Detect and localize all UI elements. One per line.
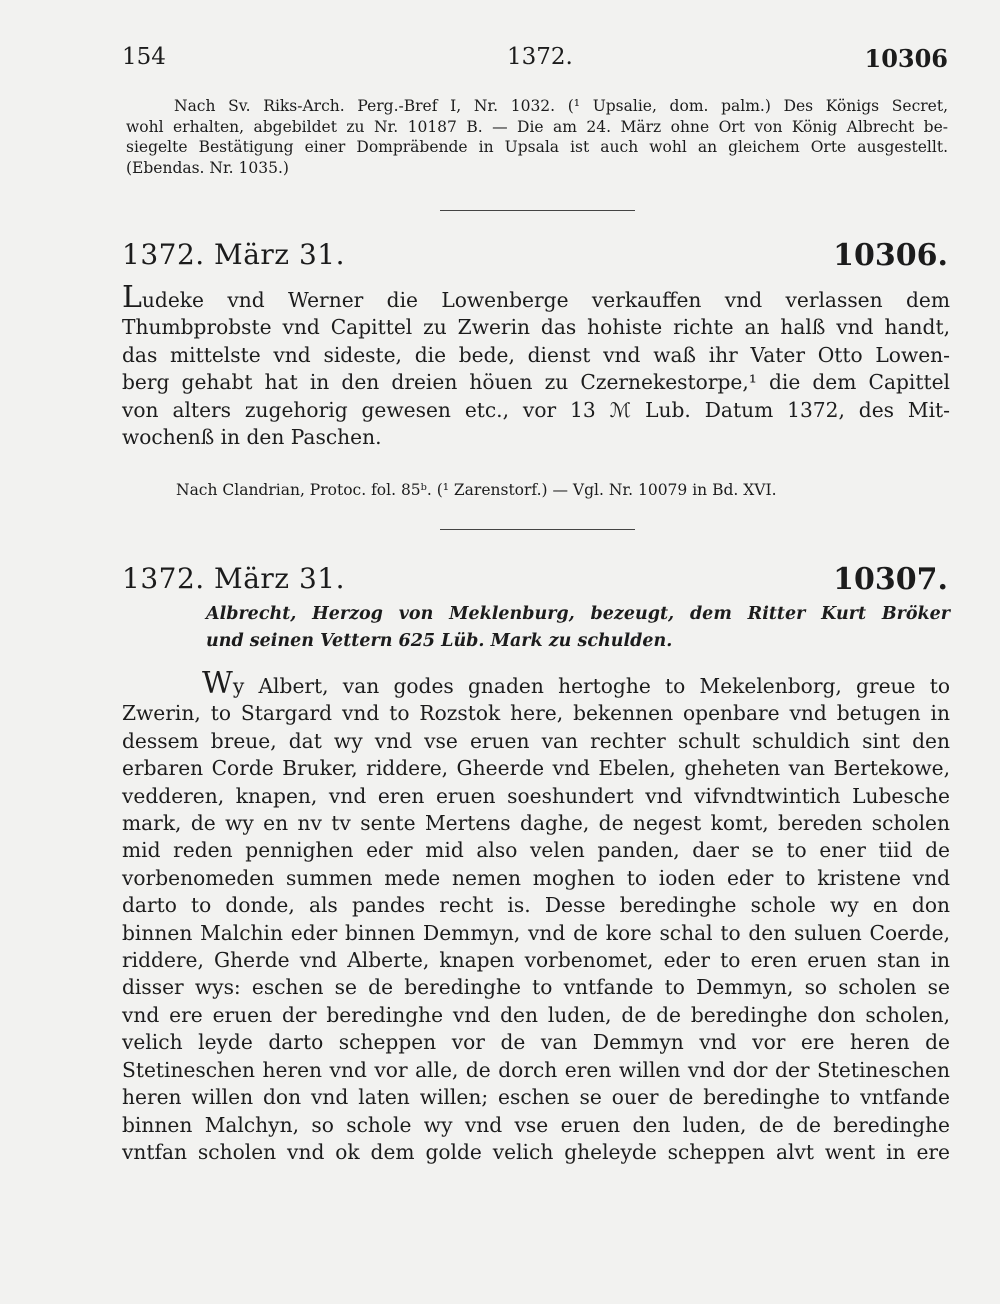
text-line: das mittelste vnd sideste, die bede, dienst vnd waß ihr Vater Otto Lowen- bbox=[122, 342, 950, 367]
document-heading-10306 bbox=[122, 238, 948, 274]
section-divider bbox=[440, 210, 635, 211]
running-head-year: 1372. bbox=[507, 44, 573, 70]
text-line: riddere, Gherde vnd Alberte, knapen vorbenomet, eder to eren eruen stan in bbox=[122, 948, 950, 973]
text-line: von alters zugehorig gewesen etc., vor 13 ℳ Lub. Datum 1372, des Mit- bbox=[122, 397, 950, 422]
text-line: darto to donde, als pandes recht is. Desse beredinghe schole wy en don bbox=[122, 893, 950, 918]
section-divider bbox=[440, 529, 635, 530]
note-line: (Ebendas. Nr. 1035.) bbox=[126, 158, 289, 177]
text-line: vorbenomeden summen mede nemen moghen to ioden eder to kristene vnd bbox=[122, 865, 950, 890]
text-line: Thumbprobste vnd Capittel zu Zwerin das hohiste richte an halß vnd handt, bbox=[122, 315, 950, 340]
text-line: Stetineschen heren vnd vor alle, de dorch eren willen vnd dor der Stetineschen bbox=[122, 1057, 950, 1082]
document-date: 1372. März 31. bbox=[122, 238, 345, 271]
text-line: Wy Albert, van godes gnaden hertoghe to Mekelenborg, greue to bbox=[202, 666, 950, 701]
regest-10307 bbox=[206, 601, 950, 655]
note-line: siegelte Bestätigung einer Dompräbende in Upsala ist auch wohl an gleichem Orte ausgestellt. bbox=[126, 138, 948, 156]
text-line: Ludeke vnd Werner die Lowenberge verkauffen vnd verlassen dem bbox=[122, 280, 950, 315]
document-text-10307 bbox=[122, 666, 950, 1166]
text-line: vntfan scholen vnd ok dem golde velich gheleyde scheppen alvt went in ere bbox=[122, 1139, 950, 1164]
initial-letter: W bbox=[202, 666, 233, 701]
text-line: vnd ere eruen der beredinghe vnd den luden, de de beredinghe don scholen, bbox=[122, 1002, 950, 1027]
text-line: mid reden pennighen eder mid also velen panden, daer se to ener tiid de bbox=[122, 838, 950, 863]
footnote-10305 bbox=[126, 96, 948, 178]
initial-letter: L bbox=[122, 280, 142, 315]
text-line: heren willen don vnd laten willen; eschen se ouer de beredinghe to vntfande bbox=[122, 1085, 950, 1110]
text-line: vedderen, knapen, vnd eren eruen soeshundert vnd vifvndtwintich Lubesche bbox=[122, 783, 950, 808]
note-line: wohl erhalten, abgebildet zu Nr. 10187 B. — Die am 24. März ohne Ort von König Albrecht be- bbox=[126, 117, 948, 136]
document-text-10306 bbox=[122, 280, 950, 451]
document-heading-10307 bbox=[122, 562, 948, 598]
text-line: mark, de wy en nv tv sente Mertens daghe, de negest komt, bereden scholen bbox=[122, 811, 950, 836]
regest-line: und seinen Vettern 625 Lüb. Mark zu schulden. bbox=[206, 631, 673, 651]
text-line: binnen Malchyn, so schole wy vnd vse eruen den luden, de de beredinghe bbox=[122, 1112, 950, 1137]
document-number: 10307. bbox=[833, 562, 948, 597]
text-line: erbaren Corde Bruker, riddere, Gheerde vnd Ebelen, gheheten van Bertekowe, bbox=[122, 756, 950, 781]
text-line: binnen Malchin eder binnen Demmyn, vnd de kore schal to den suluen Coerde, bbox=[122, 920, 950, 945]
note-line: Nach Sv. Riks-Arch. Perg.-Bref I, Nr. 1032. (¹ Upsalie, dom. palm.) Des Königs Secret, bbox=[174, 97, 948, 115]
text-line: berg gehabt hat in den dreien höuen zu Czernekestorpe,¹ die dem Capittel bbox=[122, 370, 950, 395]
document-number: 10306. bbox=[833, 238, 948, 273]
text-line: wochenß in den Paschen. bbox=[122, 425, 382, 450]
source-note-10306: Nach Clandrian, Protoc. fol. 85ᵇ. (¹ Zarenstorf.) — Vgl. Nr. 10079 in Bd. XVI. bbox=[176, 481, 777, 499]
page-number: 154 bbox=[122, 44, 166, 70]
regest-line: Albrecht, Herzog von Meklenburg, bezeugt, dem Ritter Kurt Bröker bbox=[206, 604, 950, 624]
text-line: velich leyde darto scheppen vor de van Demmyn vnd vor ere heren de bbox=[122, 1030, 950, 1055]
text-line: dessem breue, dat wy vnd vse eruen van rechter schult schuldich sint den bbox=[122, 728, 950, 753]
document-date: 1372. März 31. bbox=[122, 562, 345, 595]
running-head-document-number: 10306 bbox=[864, 44, 948, 73]
text-line: disser wys: eschen se de beredinghe to vntfande to Demmyn, so scholen se bbox=[122, 975, 950, 1000]
running-head bbox=[122, 44, 948, 78]
text-line: Zwerin, to Stargard vnd to Rozstok here, bekennen openbare vnd betugen in bbox=[122, 701, 950, 726]
